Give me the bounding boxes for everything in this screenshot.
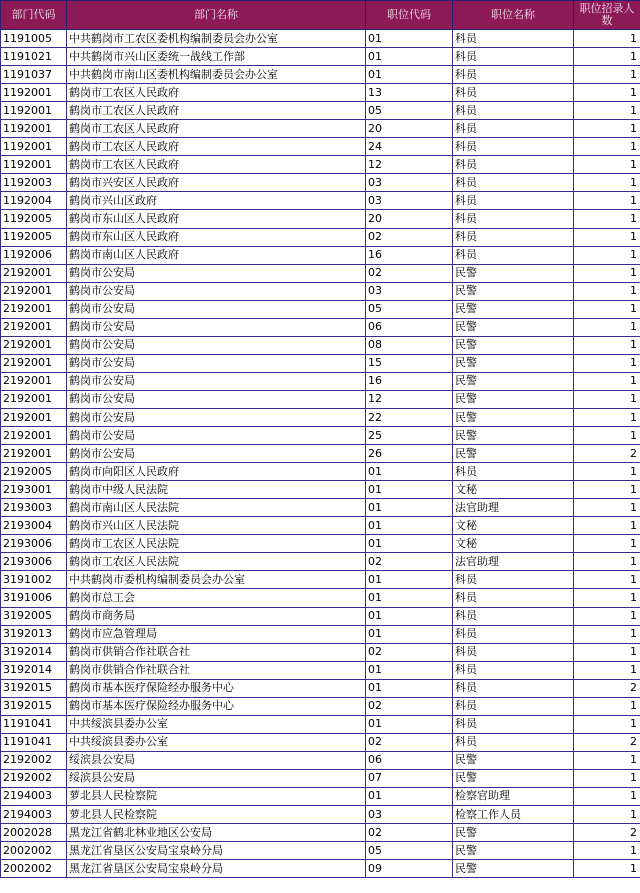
- recruit-count-cell: 1: [574, 463, 640, 481]
- dept-code-cell: 3192015: [1, 697, 67, 715]
- recruit-count-cell: 1: [574, 48, 640, 66]
- table-row: [1, 481, 640, 499]
- recruit-count-cell: 1: [574, 156, 640, 174]
- position-name-cell: 民警: [453, 769, 574, 787]
- position-name-cell: 民警: [453, 264, 574, 282]
- position-code-cell: 06: [366, 318, 453, 336]
- recruit-count-cell: 1: [574, 697, 640, 715]
- position-code-cell: 25: [366, 427, 453, 445]
- dept-name-cell: 鹤岗市应急管理局: [67, 625, 366, 643]
- position-code-cell: 26: [366, 445, 453, 463]
- recruit-count-cell: 1: [574, 300, 640, 318]
- position-code-cell: 13: [366, 84, 453, 102]
- dept-name-cell: 鹤岗市公安局: [67, 427, 366, 445]
- table-row: [1, 192, 640, 210]
- recruit-count-cell: 1: [574, 318, 640, 336]
- recruit-count-cell: 1: [574, 354, 640, 372]
- position-code-cell: 01: [366, 571, 453, 589]
- dept-code-cell: 1192001: [1, 84, 67, 102]
- table-row: [1, 643, 640, 661]
- position-name-cell: 文秘: [453, 481, 574, 499]
- recruit-count-cell: 1: [574, 390, 640, 408]
- recruit-count-cell: 1: [574, 427, 640, 445]
- position-code-cell: 03: [366, 174, 453, 192]
- position-name-cell: 科员: [453, 192, 574, 210]
- dept-code-cell: 2193006: [1, 535, 67, 553]
- table-row: [1, 427, 640, 445]
- dept-name-cell: 黑龙江省垦区公安局宝泉岭分局: [67, 842, 366, 860]
- recruit-count-cell: 1: [574, 174, 640, 192]
- table-row: [1, 787, 640, 805]
- position-name-cell: 科员: [453, 48, 574, 66]
- recruit-count-cell: 1: [574, 282, 640, 300]
- table-row: [1, 715, 640, 733]
- position-name-cell: 民警: [453, 860, 574, 878]
- position-name-cell: 科员: [453, 30, 574, 48]
- table-row: [1, 661, 640, 679]
- position-name-cell: 法官助理: [453, 553, 574, 571]
- table-row: [1, 120, 640, 138]
- table-row: [1, 390, 640, 408]
- position-code-cell: 01: [366, 535, 453, 553]
- position-name-cell: 民警: [453, 824, 574, 842]
- position-code-cell: 02: [366, 824, 453, 842]
- header-row: [1, 1, 640, 30]
- dept-name-cell: 鹤岗市公安局: [67, 445, 366, 463]
- dept-code-cell: 2002028: [1, 824, 67, 842]
- dept-name-cell: 绥滨县公安局: [67, 769, 366, 787]
- dept-code-cell: 2192001: [1, 390, 67, 408]
- dept-name-cell: 鹤岗市供销合作社联合社: [67, 661, 366, 679]
- position-code-cell: 05: [366, 300, 453, 318]
- dept-code-cell: 1192006: [1, 246, 67, 264]
- recruit-count-cell: 1: [574, 787, 640, 805]
- dept-code-cell: 2192001: [1, 372, 67, 390]
- position-name-cell: 科员: [453, 589, 574, 607]
- recruit-count-cell: 1: [574, 192, 640, 210]
- position-code-cell: 24: [366, 138, 453, 156]
- position-name-cell: 科员: [453, 679, 574, 697]
- position-name-cell: 民警: [453, 390, 574, 408]
- recruit-count-cell: 1: [574, 210, 640, 228]
- table-row: [1, 228, 640, 246]
- recruit-count-cell: 1: [574, 481, 640, 499]
- dept-name-cell: 鹤岗市工农区人民法院: [67, 553, 366, 571]
- table-row: [1, 30, 640, 48]
- table-row: [1, 553, 640, 571]
- position-name-cell: 科员: [453, 607, 574, 625]
- dept-name-cell: 鹤岗市公安局: [67, 390, 366, 408]
- position-code-cell: 02: [366, 733, 453, 751]
- recruit-count-cell: 1: [574, 661, 640, 679]
- position-name-cell: 科员: [453, 571, 574, 589]
- recruit-count-cell: 1: [574, 408, 640, 426]
- dept-code-cell: 3192005: [1, 607, 67, 625]
- position-name-cell: 民警: [453, 300, 574, 318]
- position-code-cell: 20: [366, 120, 453, 138]
- dept-code-cell: 2193006: [1, 553, 67, 571]
- position-name-cell: 文秘: [453, 535, 574, 553]
- recruit-count-cell: 1: [574, 607, 640, 625]
- recruit-count-cell: 1: [574, 66, 640, 84]
- dept-name-cell: 中共鹤岗市兴山区委统一战线工作部: [67, 48, 366, 66]
- dept-code-cell: 3192015: [1, 679, 67, 697]
- position-name-cell: 科员: [453, 66, 574, 84]
- table-row: [1, 824, 640, 842]
- dept-code-cell: 3191002: [1, 571, 67, 589]
- recruit-count-cell: 1: [574, 553, 640, 571]
- table-row: [1, 589, 640, 607]
- recruit-count-cell: 1: [574, 751, 640, 769]
- recruit-count-cell: 1: [574, 372, 640, 390]
- dept-name-cell: 鹤岗市兴安区人民政府: [67, 174, 366, 192]
- position-name-cell: 科员: [453, 715, 574, 733]
- header-dept-name: 部门名称: [67, 1, 366, 30]
- dept-name-cell: 黑龙江省垦区公安局宝泉岭分局: [67, 860, 366, 878]
- table-row: [1, 282, 640, 300]
- dept-code-cell: 1192001: [1, 102, 67, 120]
- position-code-cell: 02: [366, 553, 453, 571]
- position-code-cell: 05: [366, 842, 453, 860]
- dept-name-cell: 鹤岗市中级人民法院: [67, 481, 366, 499]
- recruit-count-cell: 1: [574, 643, 640, 661]
- dept-name-cell: 鹤岗市供销合作社联合社: [67, 643, 366, 661]
- table-row: [1, 408, 640, 426]
- table-row: [1, 48, 640, 66]
- position-name-cell: 科员: [453, 463, 574, 481]
- recruit-count-cell: 1: [574, 517, 640, 535]
- position-name-cell: 民警: [453, 336, 574, 354]
- position-code-cell: 01: [366, 517, 453, 535]
- dept-code-cell: 2192002: [1, 751, 67, 769]
- dept-code-cell: 1192004: [1, 192, 67, 210]
- dept-name-cell: 鹤岗市东山区人民政府: [67, 210, 366, 228]
- dept-name-cell: 中共绥滨县委办公室: [67, 715, 366, 733]
- dept-name-cell: 鹤岗市公安局: [67, 372, 366, 390]
- dept-name-cell: 鹤岗市工农区人民政府: [67, 156, 366, 174]
- dept-code-cell: 1191005: [1, 30, 67, 48]
- position-code-cell: 02: [366, 228, 453, 246]
- position-code-cell: 16: [366, 372, 453, 390]
- position-name-cell: 科员: [453, 228, 574, 246]
- dept-name-cell: 鹤岗市基本医疗保险经办服务中心: [67, 697, 366, 715]
- recruit-count-cell: 1: [574, 860, 640, 878]
- dept-code-cell: 2192001: [1, 318, 67, 336]
- dept-name-cell: 鹤岗市工农区人民政府: [67, 138, 366, 156]
- dept-code-cell: 1191041: [1, 733, 67, 751]
- position-code-cell: 08: [366, 336, 453, 354]
- dept-code-cell: 2192001: [1, 445, 67, 463]
- position-name-cell: 科员: [453, 733, 574, 751]
- position-code-cell: 22: [366, 408, 453, 426]
- dept-code-cell: 2192005: [1, 463, 67, 481]
- recruit-count-cell: 1: [574, 625, 640, 643]
- dept-name-cell: 鹤岗市公安局: [67, 300, 366, 318]
- recruit-count-cell: 1: [574, 535, 640, 553]
- position-name-cell: 民警: [453, 354, 574, 372]
- position-code-cell: 01: [366, 625, 453, 643]
- position-name-cell: 科员: [453, 156, 574, 174]
- position-code-cell: 16: [366, 246, 453, 264]
- table-row: [1, 860, 640, 878]
- dept-code-cell: 3192014: [1, 661, 67, 679]
- table-body: [1, 30, 640, 878]
- dept-code-cell: 2192001: [1, 282, 67, 300]
- recruit-count-cell: 1: [574, 589, 640, 607]
- recruit-count-cell: 1: [574, 842, 640, 860]
- position-name-cell: 科员: [453, 661, 574, 679]
- position-code-cell: 01: [366, 589, 453, 607]
- table-row: [1, 806, 640, 824]
- dept-name-cell: 鹤岗市向阳区人民政府: [67, 463, 366, 481]
- table-row: [1, 174, 640, 192]
- recruit-count-cell: 2: [574, 733, 640, 751]
- dept-code-cell: 2192001: [1, 300, 67, 318]
- dept-name-cell: 鹤岗市东山区人民政府: [67, 228, 366, 246]
- dept-name-cell: 鹤岗市南山区人民法院: [67, 499, 366, 517]
- position-name-cell: 科员: [453, 643, 574, 661]
- position-code-cell: 05: [366, 102, 453, 120]
- dept-code-cell: 1192001: [1, 156, 67, 174]
- dept-code-cell: 2002002: [1, 860, 67, 878]
- table-row: [1, 607, 640, 625]
- header-position-name: 职位名称: [453, 1, 574, 30]
- dept-name-cell: 鹤岗市公安局: [67, 408, 366, 426]
- table-row: [1, 264, 640, 282]
- position-code-cell: 12: [366, 156, 453, 174]
- position-code-cell: 02: [366, 697, 453, 715]
- dept-code-cell: 1192003: [1, 174, 67, 192]
- position-name-cell: 科员: [453, 697, 574, 715]
- position-name-cell: 检察官助理: [453, 787, 574, 805]
- recruit-count-cell: 1: [574, 120, 640, 138]
- position-name-cell: 民警: [453, 445, 574, 463]
- table-row: [1, 246, 640, 264]
- position-code-cell: 01: [366, 607, 453, 625]
- dept-name-cell: 萝北县人民检察院: [67, 787, 366, 805]
- position-code-cell: 01: [366, 499, 453, 517]
- recruit-count-cell: 2: [574, 445, 640, 463]
- dept-name-cell: 中共绥滨县委办公室: [67, 733, 366, 751]
- dept-code-cell: 2193003: [1, 499, 67, 517]
- dept-name-cell: 鹤岗市公安局: [67, 282, 366, 300]
- position-code-cell: 06: [366, 751, 453, 769]
- dept-code-cell: 1191037: [1, 66, 67, 84]
- position-name-cell: 民警: [453, 751, 574, 769]
- dept-name-cell: 鹤岗市公安局: [67, 354, 366, 372]
- dept-code-cell: 1191021: [1, 48, 67, 66]
- table-row: [1, 499, 640, 517]
- recruit-count-cell: 1: [574, 84, 640, 102]
- dept-name-cell: 中共鹤岗市委机构编制委员会办公室: [67, 571, 366, 589]
- recruit-count-cell: 1: [574, 336, 640, 354]
- position-code-cell: 12: [366, 390, 453, 408]
- position-name-cell: 科员: [453, 625, 574, 643]
- dept-code-cell: 1192001: [1, 120, 67, 138]
- table-row: [1, 84, 640, 102]
- dept-name-cell: 鹤岗市商务局: [67, 607, 366, 625]
- recruit-count-cell: 1: [574, 715, 640, 733]
- dept-code-cell: 3192013: [1, 625, 67, 643]
- table-row: [1, 156, 640, 174]
- position-code-cell: 02: [366, 643, 453, 661]
- table-row: [1, 625, 640, 643]
- position-name-cell: 科员: [453, 102, 574, 120]
- position-code-cell: 01: [366, 481, 453, 499]
- table-row: [1, 733, 640, 751]
- position-code-cell: 02: [366, 264, 453, 282]
- dept-code-cell: 1192001: [1, 138, 67, 156]
- position-code-cell: 01: [366, 787, 453, 805]
- dept-code-cell: 2192002: [1, 769, 67, 787]
- dept-code-cell: 1192005: [1, 210, 67, 228]
- position-code-cell: 01: [366, 30, 453, 48]
- dept-code-cell: 2193004: [1, 517, 67, 535]
- table-row: [1, 66, 640, 84]
- header-dept-code: 部门代码: [1, 1, 67, 30]
- dept-code-cell: 3192014: [1, 643, 67, 661]
- dept-name-cell: 鹤岗市基本医疗保险经办服务中心: [67, 679, 366, 697]
- dept-name-cell: 鹤岗市总工会: [67, 589, 366, 607]
- position-name-cell: 科员: [453, 120, 574, 138]
- position-code-cell: 01: [366, 48, 453, 66]
- dept-code-cell: 3191006: [1, 589, 67, 607]
- position-code-cell: 03: [366, 806, 453, 824]
- dept-name-cell: 鹤岗市工农区人民政府: [67, 84, 366, 102]
- table-row: [1, 336, 640, 354]
- dept-name-cell: 鹤岗市兴山区人民法院: [67, 517, 366, 535]
- table-row: [1, 535, 640, 553]
- position-name-cell: 科员: [453, 84, 574, 102]
- position-code-cell: 15: [366, 354, 453, 372]
- recruit-count-cell: 1: [574, 30, 640, 48]
- recruit-count-cell: 1: [574, 499, 640, 517]
- dept-code-cell: 2192001: [1, 408, 67, 426]
- recruit-count-cell: 1: [574, 228, 640, 246]
- dept-name-cell: 鹤岗市兴山区政府: [67, 192, 366, 210]
- table-row: [1, 697, 640, 715]
- position-code-cell: 03: [366, 282, 453, 300]
- dept-code-cell: 1192005: [1, 228, 67, 246]
- recruit-count-cell: 2: [574, 679, 640, 697]
- table-row: [1, 300, 640, 318]
- position-name-cell: 文秘: [453, 517, 574, 535]
- dept-name-cell: 鹤岗市公安局: [67, 264, 366, 282]
- header-recruit-count: 职位招录人数: [574, 1, 640, 30]
- table-row: [1, 517, 640, 535]
- position-name-cell: 民警: [453, 372, 574, 390]
- table-row: [1, 354, 640, 372]
- dept-name-cell: 黑龙江省鹤北林业地区公安局: [67, 824, 366, 842]
- position-code-cell: 07: [366, 769, 453, 787]
- position-code-cell: 09: [366, 860, 453, 878]
- dept-name-cell: 绥滨县公安局: [67, 751, 366, 769]
- table-row: [1, 751, 640, 769]
- table-header: [1, 1, 640, 30]
- dept-code-cell: 2194003: [1, 787, 67, 805]
- dept-code-cell: 2192001: [1, 336, 67, 354]
- dept-name-cell: 鹤岗市工农区人民政府: [67, 102, 366, 120]
- position-name-cell: 民警: [453, 318, 574, 336]
- position-name-cell: 民警: [453, 408, 574, 426]
- dept-code-cell: 2192001: [1, 264, 67, 282]
- recruit-count-cell: 1: [574, 806, 640, 824]
- dept-name-cell: 鹤岗市工农区人民政府: [67, 120, 366, 138]
- recruit-count-cell: 1: [574, 102, 640, 120]
- position-name-cell: 法官助理: [453, 499, 574, 517]
- position-code-cell: 01: [366, 679, 453, 697]
- position-code-cell: 20: [366, 210, 453, 228]
- table-row: [1, 318, 640, 336]
- table-row: [1, 210, 640, 228]
- table-row: [1, 842, 640, 860]
- position-code-cell: 01: [366, 66, 453, 84]
- table-row: [1, 138, 640, 156]
- table-row: [1, 372, 640, 390]
- recruit-count-cell: 1: [574, 246, 640, 264]
- recruit-count-cell: 1: [574, 571, 640, 589]
- dept-name-cell: 萝北县人民检察院: [67, 806, 366, 824]
- dept-name-cell: 中共鹤岗市南山区委机构编制委员会办公室: [67, 66, 366, 84]
- table-row: [1, 679, 640, 697]
- dept-name-cell: 鹤岗市公安局: [67, 336, 366, 354]
- position-code-cell: 01: [366, 661, 453, 679]
- dept-name-cell: 中共鹤岗市工农区委机构编制委员会办公室: [67, 30, 366, 48]
- header-position-code: 职位代码: [366, 1, 453, 30]
- table-row: [1, 445, 640, 463]
- dept-code-cell: 2002002: [1, 842, 67, 860]
- dept-code-cell: 2192001: [1, 427, 67, 445]
- table-row: [1, 571, 640, 589]
- table-row: [1, 463, 640, 481]
- dept-name-cell: 鹤岗市工农区人民法院: [67, 535, 366, 553]
- dept-name-cell: 鹤岗市公安局: [67, 318, 366, 336]
- position-name-cell: 民警: [453, 842, 574, 860]
- recruit-count-cell: 1: [574, 264, 640, 282]
- table-row: [1, 769, 640, 787]
- position-name-cell: 科员: [453, 210, 574, 228]
- position-name-cell: 检察工作人员: [453, 806, 574, 824]
- dept-code-cell: 2194003: [1, 806, 67, 824]
- dept-code-cell: 2192001: [1, 354, 67, 372]
- position-code-cell: 01: [366, 715, 453, 733]
- position-name-cell: 科员: [453, 246, 574, 264]
- recruit-count-cell: 1: [574, 138, 640, 156]
- position-name-cell: 民警: [453, 282, 574, 300]
- position-code-cell: 01: [366, 463, 453, 481]
- dept-code-cell: 1191041: [1, 715, 67, 733]
- recruit-count-cell: 2: [574, 824, 640, 842]
- dept-name-cell: 鹤岗市南山区人民政府: [67, 246, 366, 264]
- position-code-cell: 03: [366, 192, 453, 210]
- position-name-cell: 科员: [453, 138, 574, 156]
- position-name-cell: 科员: [453, 174, 574, 192]
- recruit-count-cell: 1: [574, 769, 640, 787]
- table-row: [1, 102, 640, 120]
- dept-code-cell: 2193001: [1, 481, 67, 499]
- position-name-cell: 民警: [453, 427, 574, 445]
